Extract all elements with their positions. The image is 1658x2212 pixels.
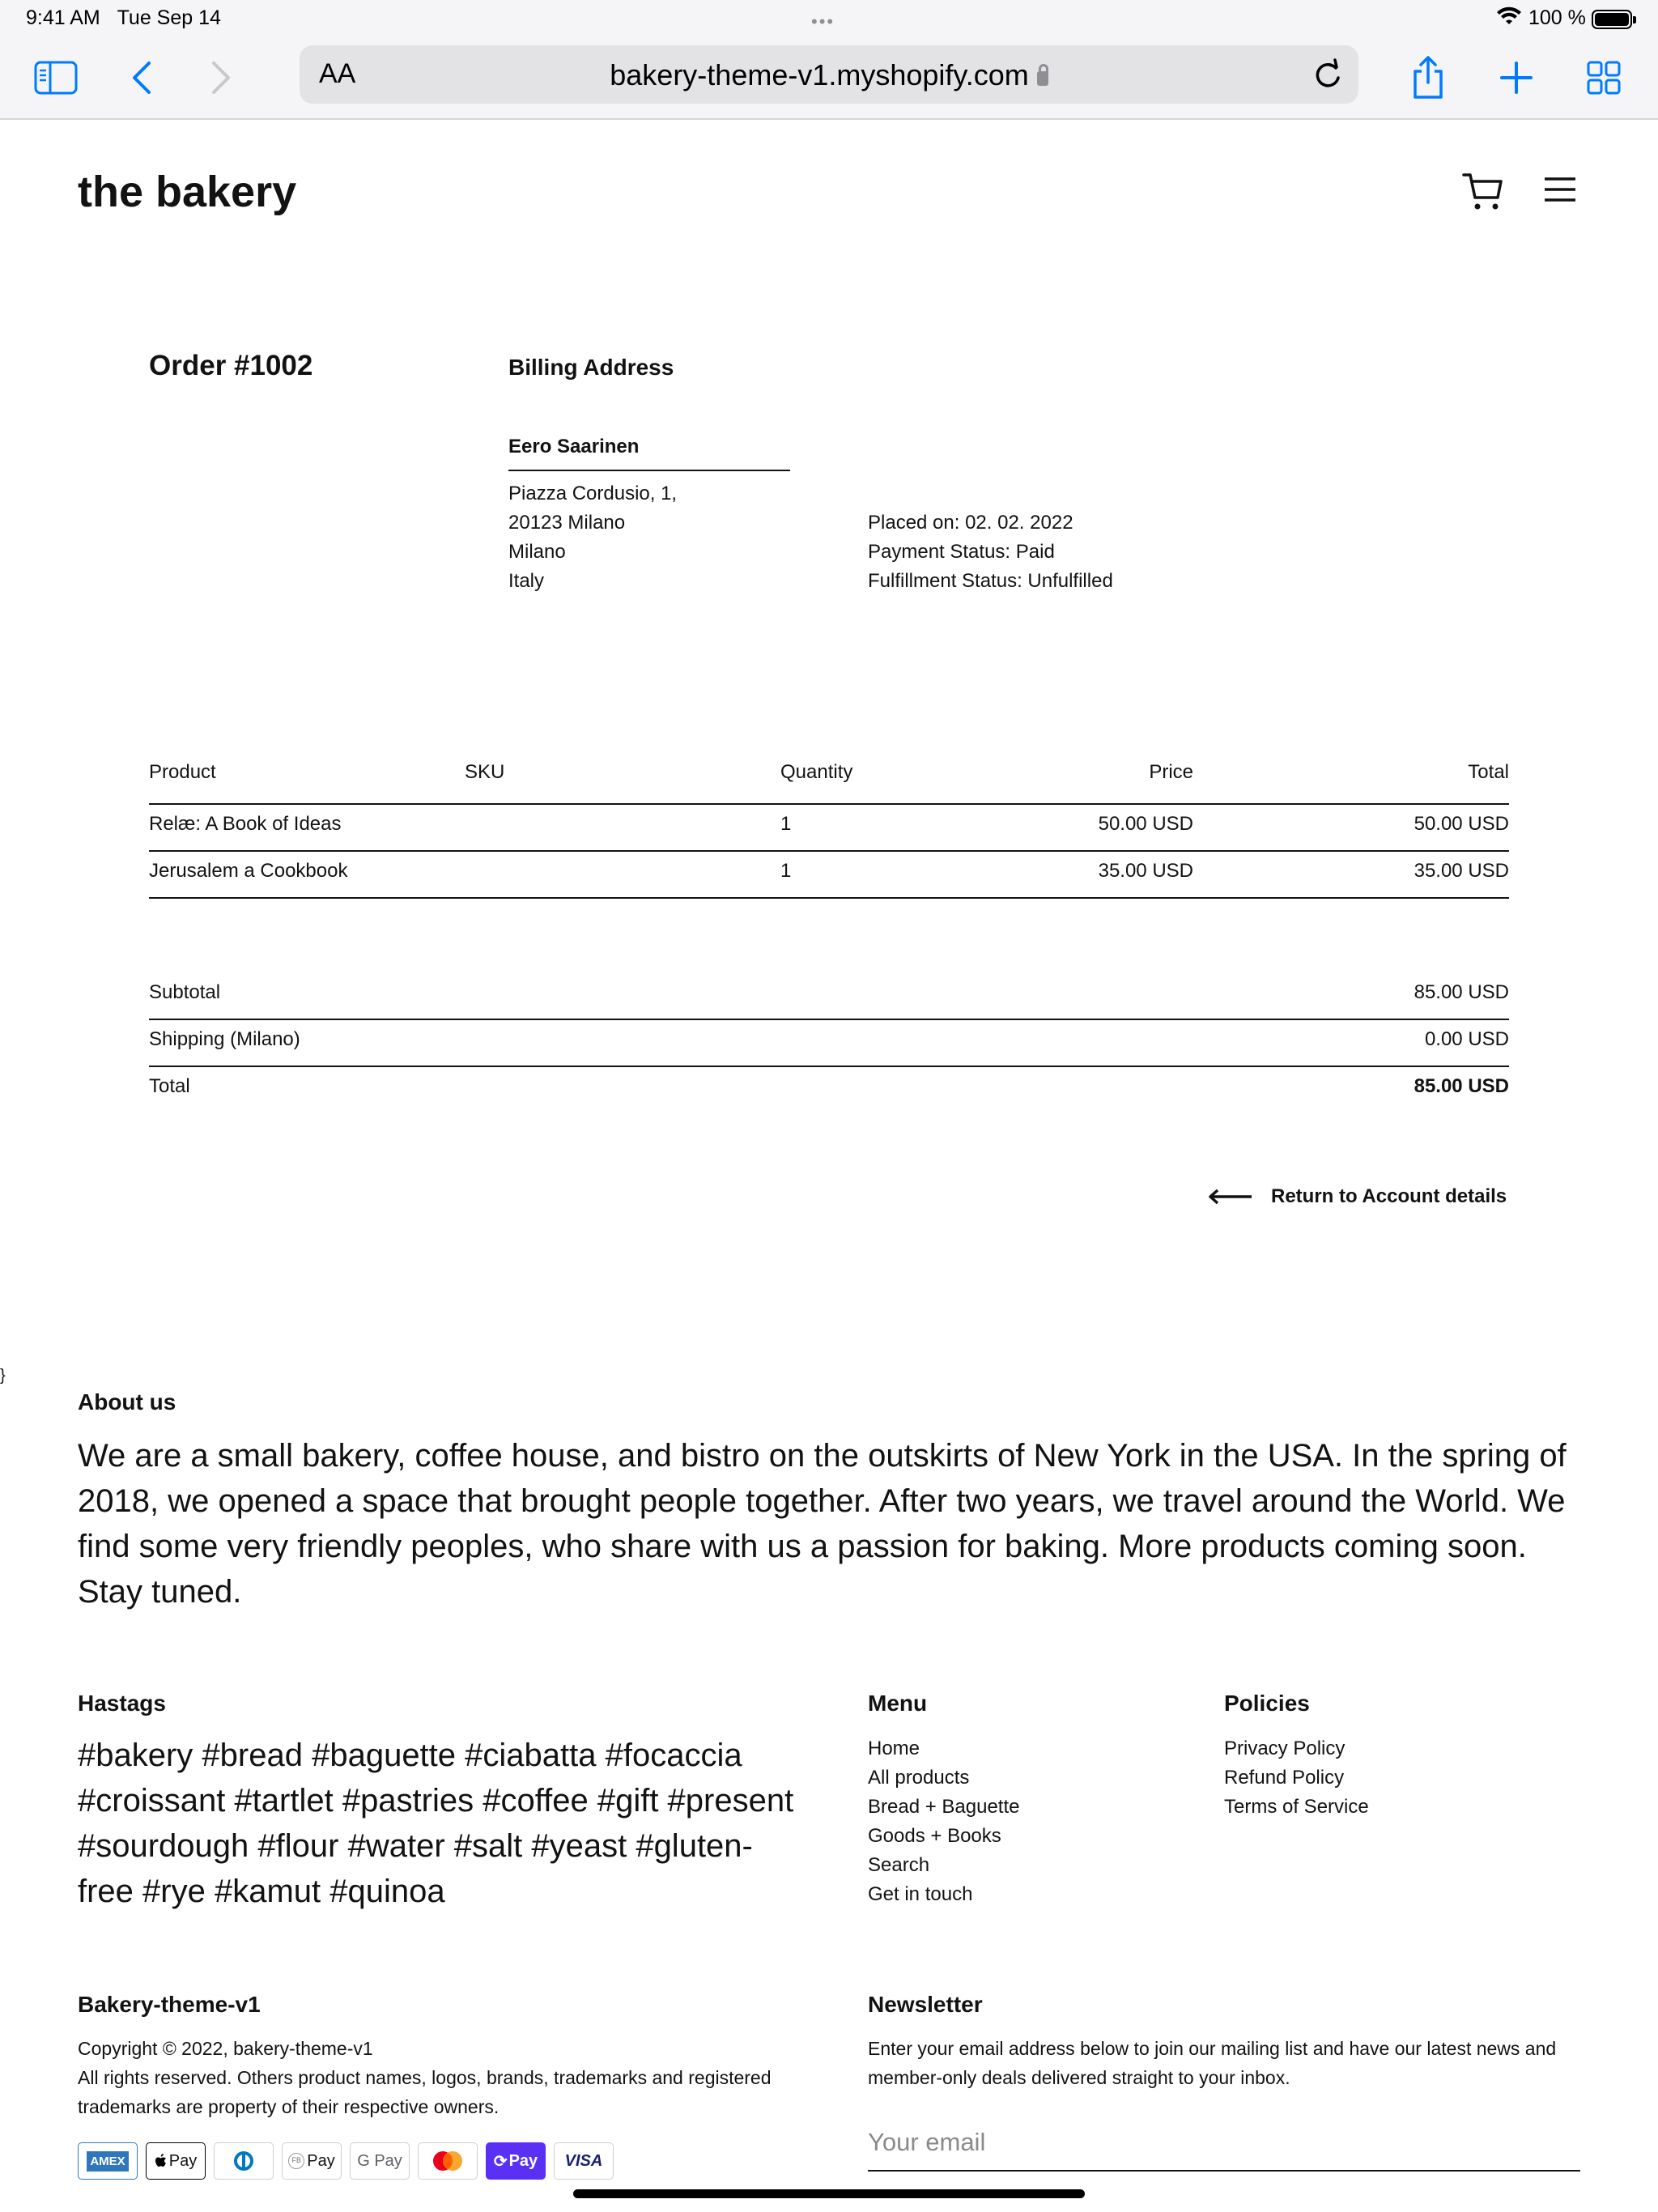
return-to-account-link[interactable] <box>1208 1182 1507 1211</box>
address-line: Milano <box>508 541 566 563</box>
order-title: Order #1002 <box>149 350 313 381</box>
product-name[interactable]: Relæ: A Book of Ideas <box>149 813 342 835</box>
copyright-block <box>78 2034 774 2121</box>
tabs-overview-icon[interactable] <box>1587 55 1621 100</box>
wifi-icon <box>1496 6 1522 28</box>
footer-link-bread-baguette[interactable]: Bread + Baguette <box>868 1796 1020 1818</box>
table-row <box>149 852 1509 899</box>
footer-menu <box>868 1734 1019 1909</box>
apple-pay-icon: Pay <box>146 2142 206 2180</box>
facebook-pay-icon: FB Pay <box>282 2142 342 2180</box>
footer-link-privacy-policy[interactable]: Privacy Policy <box>1224 1738 1346 1759</box>
rights-text: All rights reserved. Others product names, logos, brands, trademarks and registered trademarks are property of their respective owners. <box>78 2067 772 2117</box>
product-total: 50.00 USD <box>1414 813 1509 835</box>
new-tab-icon[interactable] <box>1499 55 1533 100</box>
mastercard-icon <box>418 2142 478 2180</box>
menu-heading: Menu <box>868 1691 928 1716</box>
lock-icon <box>1037 71 1048 86</box>
footer-link-search[interactable]: Search <box>868 1854 930 1876</box>
cart-icon[interactable] <box>1462 172 1504 212</box>
total-row <box>149 1067 1509 1114</box>
column-header-product: Product <box>149 761 216 783</box>
shipping-row <box>149 1020 1509 1067</box>
url-field[interactable] <box>300 58 1358 92</box>
newsletter-heading: Newsletter <box>868 1992 983 2017</box>
status-bar <box>0 0 1658 39</box>
table-row <box>149 805 1509 852</box>
footer-policies <box>1224 1734 1369 1822</box>
diners-club-icon <box>214 2142 274 2180</box>
payment-status: Payment Status: Paid <box>868 541 1055 563</box>
shipping-label: Shipping (Milano) <box>149 1028 300 1050</box>
fulfillment-status: Fulfillment Status: Unfulfilled <box>868 570 1113 592</box>
footer-link-all-products[interactable]: All products <box>868 1767 970 1789</box>
url-text: bakery-theme-v1.myshopify.com <box>610 58 1029 91</box>
battery-percentage: 100 % <box>1528 6 1586 29</box>
sidebar-toggle-icon[interactable] <box>34 55 78 100</box>
product-price: 50.00 USD <box>1098 813 1193 835</box>
table-header-row <box>149 758 1509 805</box>
order-totals <box>149 973 1509 1114</box>
about-us-heading: About us <box>78 1389 176 1414</box>
product-name[interactable]: Jerusalem a Cookbook <box>149 860 348 882</box>
store-name-heading: Bakery-theme-v1 <box>78 1992 261 2017</box>
newsletter-email-input[interactable] <box>868 2115 1580 2172</box>
battery-icon <box>1592 10 1632 29</box>
subtotal-value: 85.00 USD <box>1414 981 1509 1003</box>
column-header-quantity: Quantity <box>780 761 853 783</box>
text-size-button[interactable]: AA <box>319 58 356 89</box>
subtotal-row <box>149 973 1509 1020</box>
policies-heading: Policies <box>1224 1691 1310 1716</box>
billing-address-heading: Billing Address <box>508 355 674 380</box>
total-label: Total <box>149 1075 190 1097</box>
product-quantity: 1 <box>780 813 792 835</box>
address-bar[interactable] <box>300 45 1358 104</box>
copyright-text: Copyright © 2022, bakery-theme-v1 <box>78 2038 373 2059</box>
payment-methods <box>78 2142 614 2180</box>
google-pay-icon: G Pay <box>350 2142 410 2180</box>
stray-text: } <box>0 1367 6 1385</box>
footer-link-terms-of-service[interactable]: Terms of Service <box>1224 1796 1369 1818</box>
status-time: 9:41 AM Tue Sep 14 <box>26 6 221 29</box>
back-icon[interactable] <box>130 55 154 100</box>
visa-icon: VISA <box>554 2142 614 2180</box>
hamburger-menu-icon[interactable] <box>1543 177 1577 202</box>
shop-pay-icon: ⟳ Pay <box>486 2142 546 2180</box>
hashtags-heading: Hastags <box>78 1691 166 1716</box>
order-items-table <box>149 758 1509 899</box>
browser-toolbar <box>0 39 1658 120</box>
subtotal-label: Subtotal <box>149 981 221 1003</box>
billing-divider <box>508 470 790 471</box>
share-icon[interactable] <box>1410 55 1446 100</box>
store-logo[interactable]: the bakery <box>78 168 297 216</box>
hashtags-text: #bakery #bread #baguette #ciabatta #focaccia #croissant #tartlet #pastries #coffee #gift #present #sourdough #flour #water #salt #yeast #gluten-free #rye #kamut #quinoa <box>78 1738 794 1909</box>
forward-icon[interactable] <box>209 55 233 100</box>
total-value: 85.00 USD <box>1414 1075 1509 1097</box>
footer-link-home[interactable]: Home <box>868 1738 920 1759</box>
product-price: 35.00 USD <box>1098 860 1193 882</box>
about-us-text: We are a small bakery, coffee house, and bistro on the outskirts of New York in the USA. In the spring of 2018, we opened a space that brought people together. After two years, we travel around the World. We find some very friendly peoples, who share with us a passion for baking. More products coming soon. Stay tuned. <box>78 1438 1567 1610</box>
placed-on-date: Placed on: 02. 02. 2022 <box>868 512 1073 534</box>
product-quantity: 1 <box>780 860 792 882</box>
newsletter-description: Enter your email address below to join our mailing list and have our latest news and member-only deals delivered straight to your inbox. <box>868 2038 1557 2088</box>
column-header-total: Total <box>1468 761 1509 783</box>
footer-link-refund-policy[interactable]: Refund Policy <box>1224 1767 1345 1789</box>
column-header-sku: SKU <box>465 761 505 783</box>
address-line: Piazza Cordusio, 1, <box>508 483 678 504</box>
arrow-left-icon <box>1208 1188 1253 1206</box>
footer-link-goods-books[interactable]: Goods + Books <box>868 1825 1001 1847</box>
return-link-label: Return to Account details <box>1271 1185 1507 1207</box>
status-date: Tue Sep 14 <box>117 6 221 29</box>
address-line: Italy <box>508 570 545 592</box>
footer-link-get-in-touch[interactable]: Get in touch <box>868 1883 973 1905</box>
billing-name: Eero Saarinen <box>508 436 640 457</box>
amex-icon: AMEX <box>78 2142 138 2180</box>
column-header-price: Price <box>1149 761 1193 783</box>
product-total: 35.00 USD <box>1414 860 1509 882</box>
reload-icon[interactable] <box>1312 57 1344 92</box>
home-indicator[interactable] <box>573 2189 1085 2198</box>
multitasking-dots-icon[interactable]: ••• <box>811 11 835 32</box>
shipping-value: 0.00 USD <box>1424 1028 1509 1050</box>
address-line: 20123 Milano <box>508 512 626 534</box>
